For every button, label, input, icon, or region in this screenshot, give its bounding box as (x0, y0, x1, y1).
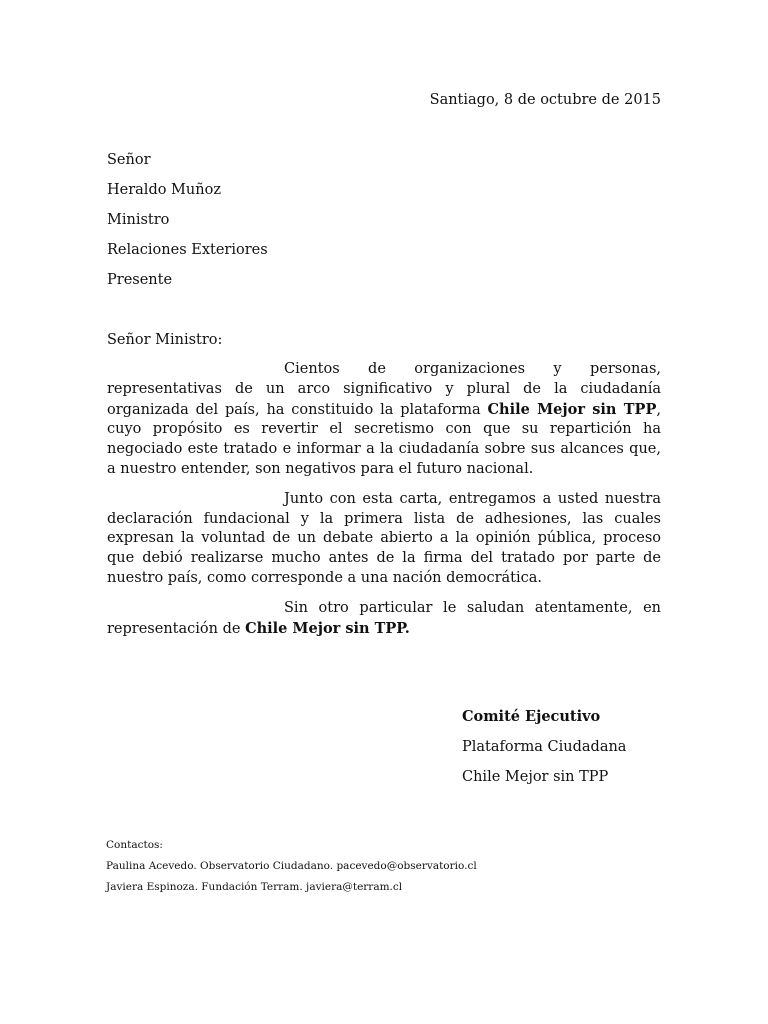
signature-block (462, 707, 626, 797)
signature-committee: Comité Ejecutivo (462, 708, 601, 725)
contacts-block (106, 837, 477, 900)
platform-name-bold-closing: Chile Mejor sin TPP. (245, 619, 410, 637)
contact-item: Paulina Acevedo. Observatorio Ciudadano. pacevedo@observatorio.cl (106, 860, 477, 872)
paragraph-1-text-a: Cientos de organizaciones y personas, representativas de un arco significativo y plural de la ciudadanía organizada del país, ha constituido la plataforma (107, 361, 661, 418)
addressee-department: Relaciones Exteriores (107, 242, 268, 258)
platform-name-bold: Chile Mejor sin TPP (487, 400, 657, 418)
paragraph-3-text: Sin otro particular le saludan atentamente, en representación de (107, 599, 661, 637)
addressee-title: Señor (107, 152, 151, 168)
paragraph-1 (107, 360, 661, 480)
contacts-heading: Contactos: (106, 839, 163, 851)
addressee-name: Heraldo Muñoz (107, 182, 221, 198)
addressee-presente: Presente (107, 272, 173, 288)
letter-body (107, 360, 661, 649)
paragraph-2: Junto con esta carta, entregamos a usted nuestra declaración fundacional y la primera lista de adhesiones, las cuales expresan la voluntad de un debate abierto a la opinión pública, proceso que debió realizarse mucho antes de la firma del tratado por parte de nuestro país, como corresponde a una nación democrática. (107, 490, 661, 586)
contact-item: Javiera Espinoza. Fundación Terram. javiera@terram.cl (106, 881, 403, 893)
paragraph-1-text-b: , cuyo propósito es revertir el secretismo con que su repartición ha negociado este tratado e informar a la ciudadanía sobre sus alcances que, a nuestro entender, son negativos para el futuro nacional. (107, 401, 661, 477)
salutation: Señor Ministro: (107, 332, 223, 348)
signature-organization: Chile Mejor sin TPP (462, 769, 609, 785)
addressee-position: Ministro (107, 212, 170, 228)
letter-date: Santiago, 8 de octubre de 2015 (429, 92, 661, 108)
addressee-block (107, 150, 268, 300)
paragraph-3 (107, 599, 661, 640)
signature-platform: Plataforma Ciudadana (462, 739, 627, 755)
